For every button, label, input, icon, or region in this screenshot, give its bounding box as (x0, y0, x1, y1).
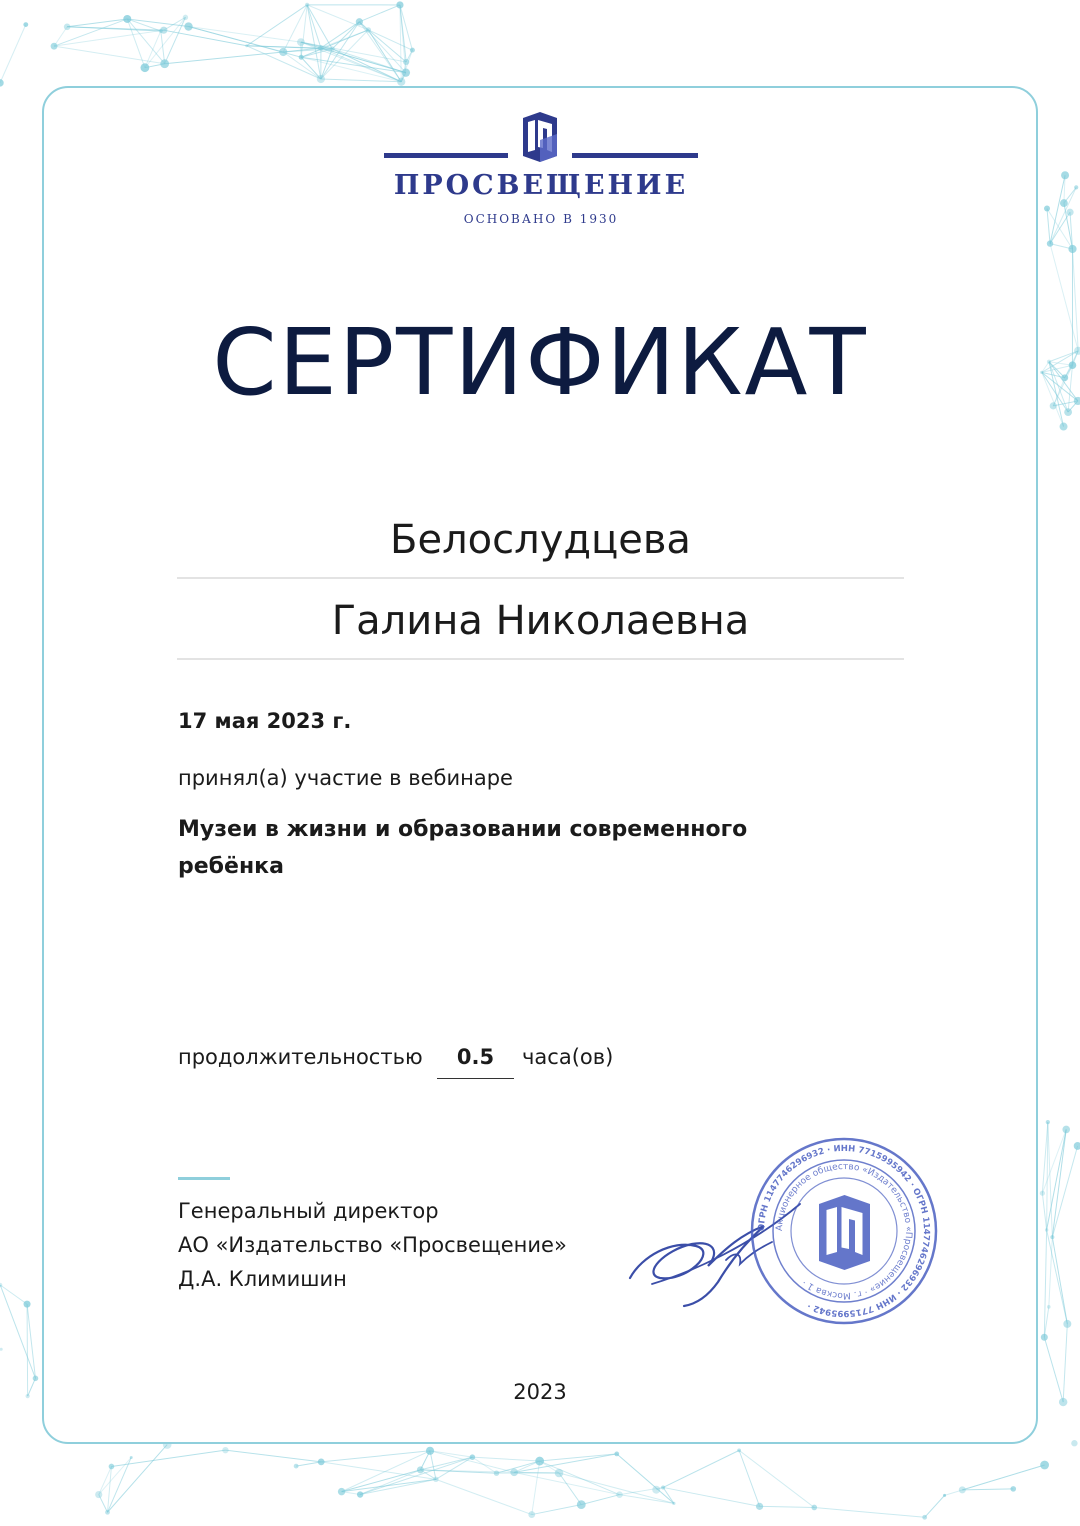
logo-bar-right (572, 153, 698, 158)
network-line (1047, 1129, 1067, 1230)
network-node (64, 23, 71, 30)
network-line (225, 1450, 321, 1462)
network-node (528, 1511, 535, 1518)
network-line (67, 27, 161, 31)
network-node (0, 1348, 3, 1351)
network-line (925, 1495, 945, 1517)
network-node (1046, 1120, 1050, 1124)
webinar-topic-line-1: Музеи в жизни и образовании современного (178, 817, 748, 842)
network-line (1052, 1146, 1077, 1237)
network-node (1068, 245, 1076, 253)
network-node (159, 29, 163, 33)
network-node (403, 59, 409, 65)
signatory-block (178, 1194, 567, 1296)
network-node (357, 1491, 363, 1497)
network-line (514, 1454, 617, 1472)
network-line (1047, 1230, 1068, 1324)
network-node (402, 68, 410, 76)
network-line (401, 50, 412, 82)
network-node (652, 1486, 660, 1494)
network-node (318, 1458, 325, 1465)
network-node (1044, 206, 1050, 212)
network-line (189, 27, 301, 43)
network-line (1047, 209, 1050, 244)
signatory-name: Д.А. Климишин (178, 1267, 347, 1291)
duration-prefix: продолжительностью (178, 1045, 423, 1069)
network-line (739, 1450, 814, 1507)
network-node (577, 1500, 586, 1509)
network-node (410, 48, 415, 53)
company-seal (750, 1137, 938, 1325)
duration-unit: часа(ов) (522, 1045, 614, 1069)
network-node (535, 1457, 544, 1466)
network-node (397, 78, 405, 86)
network-node (1074, 1142, 1080, 1150)
network-node (338, 1488, 345, 1495)
publisher-logo (384, 112, 698, 232)
network-line (0, 25, 26, 83)
duration-underline (437, 1078, 514, 1079)
network-node (183, 15, 188, 20)
duration-value: 0.5 (456, 1045, 495, 1069)
logo-tagline: ОСНОВАНО В 1930 (463, 212, 619, 226)
network-node (661, 1485, 665, 1489)
network-node (737, 1448, 741, 1452)
given-names-underline (177, 658, 904, 660)
recipient-given-names: Галина Николаевна (331, 598, 750, 644)
network-node (123, 15, 131, 23)
recipient-surname: Белослудцева (390, 517, 691, 563)
network-node (305, 3, 309, 7)
surname-underline (177, 577, 904, 579)
network-node (943, 1494, 946, 1497)
network-node (105, 1510, 110, 1515)
certificate-title: СЕРТИФИКАТ (212, 309, 868, 416)
network-node (510, 1469, 518, 1477)
network-line (321, 1451, 430, 1462)
network-line (360, 1457, 472, 1494)
network-line (321, 22, 359, 48)
network-line (540, 1454, 617, 1461)
network-node (23, 22, 28, 27)
network-node (279, 48, 287, 56)
network-line (581, 1495, 619, 1505)
network-line (54, 46, 165, 64)
network-line (54, 30, 164, 46)
network-node (24, 1301, 31, 1308)
network-line (54, 19, 127, 46)
seal-outer-text: ОГРН 1147746296932 · ИНН 7715995942 · ОГРН 1147746296932 · ИНН 7715995942 · (756, 1143, 932, 1319)
network-node (614, 1451, 619, 1456)
network-line (663, 1450, 739, 1487)
network-line (436, 1457, 472, 1479)
network-node (1062, 1126, 1070, 1134)
network-line (430, 1451, 436, 1480)
network-node (1045, 1228, 1048, 1231)
network-node (51, 43, 58, 50)
network-node (356, 18, 363, 25)
network-node (366, 27, 371, 32)
network-line (514, 1472, 559, 1473)
network-node (297, 38, 305, 46)
network-node (222, 1447, 228, 1453)
seal-inner-text: Акционерное общество «Издательство «Просвещение» · г. Москва 1 · (774, 1161, 914, 1301)
network-line (1050, 187, 1076, 243)
network-line (1042, 1193, 1046, 1230)
network-line (514, 1472, 619, 1494)
network-node (1071, 1440, 1077, 1446)
network-node (1066, 209, 1073, 216)
signatory-organization: АО «Издательство «Просвещение» (178, 1233, 567, 1257)
network-line (1052, 1129, 1066, 1237)
network-node (130, 1456, 133, 1459)
network-line (321, 79, 401, 82)
certificate-date: 17 мая 2023 г. (178, 709, 352, 733)
network-line (107, 1445, 167, 1513)
webinar-topic (178, 811, 858, 885)
network-line (99, 1457, 131, 1494)
network-line (532, 1505, 582, 1515)
network-line (436, 1479, 532, 1514)
network-node (1047, 240, 1053, 246)
certificate-year: 2023 (513, 1380, 567, 1404)
network-node (433, 1477, 438, 1482)
network-node (1063, 1320, 1071, 1328)
network-node (1010, 1486, 1016, 1492)
network-node (1060, 423, 1068, 431)
participation-text: принял(а) участие в вебинаре (178, 766, 513, 790)
signatory-role: Генеральный директор (178, 1199, 439, 1223)
network-line (814, 1507, 924, 1517)
network-node (811, 1505, 817, 1511)
network-node (1074, 185, 1078, 189)
network-node (1040, 1461, 1049, 1470)
network-node (299, 55, 304, 60)
network-node (109, 1464, 115, 1470)
network-node (959, 1486, 966, 1493)
network-line (359, 5, 400, 22)
network-node (616, 1491, 623, 1498)
network-node (1041, 1334, 1048, 1341)
network-line (962, 1465, 1044, 1490)
network-line (307, 5, 368, 30)
network-node (1040, 1191, 1045, 1196)
network-node (184, 22, 192, 30)
network-node (1061, 171, 1069, 179)
network-line (296, 1462, 321, 1466)
network-line (1042, 1129, 1066, 1193)
network-node (417, 1466, 424, 1473)
webinar-topic-line-2: ребёнка (178, 854, 284, 879)
signatory-accent-line (178, 1177, 230, 1180)
network-node (317, 75, 325, 83)
network-node (555, 1469, 564, 1478)
logo-wordmark: ПРОСВЕЩЕНИЕ (393, 170, 689, 201)
network-node (294, 1464, 299, 1469)
network-node (396, 1, 403, 8)
network-node (140, 63, 149, 72)
network-node (95, 1491, 102, 1498)
network-line (472, 1457, 539, 1461)
network-node (0, 79, 4, 86)
network-node (426, 1447, 434, 1455)
network-line (67, 19, 127, 27)
network-line (430, 1451, 514, 1473)
network-node (470, 1454, 476, 1460)
network-node (1050, 1235, 1054, 1239)
network-line (760, 1506, 815, 1507)
network-line (420, 1457, 472, 1470)
network-node (756, 1503, 763, 1510)
prosveshchenie-logo-icon (521, 112, 559, 162)
network-node (922, 1515, 927, 1520)
network-node (672, 1502, 675, 1505)
network-node (1060, 199, 1068, 207)
network-node (245, 44, 248, 47)
network-line (663, 1487, 759, 1506)
network-node (160, 59, 169, 68)
network-node (494, 1471, 499, 1476)
logo-bar-left (384, 153, 508, 158)
network-node (330, 46, 335, 51)
network-node (318, 45, 324, 51)
network-line (1052, 1237, 1067, 1324)
network-line (962, 1489, 1013, 1490)
network-node (1047, 1305, 1051, 1309)
